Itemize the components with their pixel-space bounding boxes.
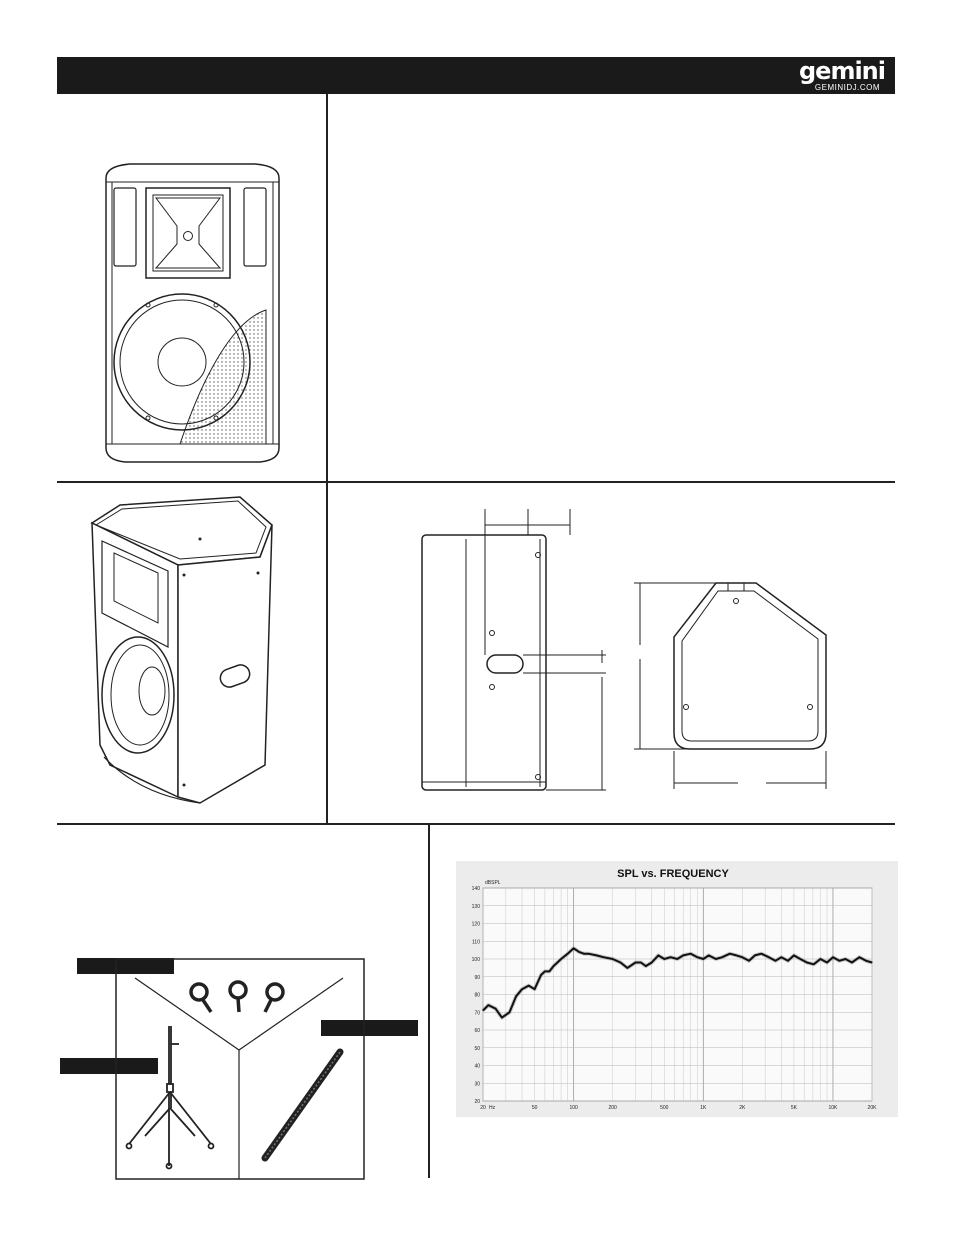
data-point [583, 953, 584, 954]
brand-name: gemini [798, 57, 885, 85]
data-point [501, 1017, 502, 1018]
data-point [859, 957, 860, 958]
x-tick-label: 500 [660, 1105, 669, 1111]
data-point [509, 1012, 510, 1013]
data-point [540, 974, 541, 975]
data-point [820, 958, 821, 959]
data-point [813, 964, 814, 965]
data-point [549, 971, 550, 972]
data-point [800, 958, 801, 959]
data-point [534, 989, 535, 990]
y-tick-label: 60 [474, 1028, 480, 1034]
data-point [640, 962, 641, 963]
data-point [787, 960, 788, 961]
column-divider-upper [326, 94, 328, 824]
data-point [871, 962, 872, 963]
data-point [588, 953, 589, 954]
data-point [677, 958, 678, 959]
data-point [806, 962, 807, 963]
eyebolt-icons [191, 982, 283, 1012]
speaker-front-view [100, 160, 285, 465]
data-point [664, 958, 665, 959]
data-point [683, 955, 684, 956]
data-point [670, 957, 671, 958]
data-point [839, 960, 840, 961]
data-point [715, 958, 716, 959]
data-point [544, 971, 545, 972]
x-tick-label: 20 [480, 1105, 486, 1111]
y-tick-label: 90 [474, 974, 480, 981]
data-point [482, 1010, 483, 1011]
data-point [612, 958, 613, 959]
data-point [488, 1005, 489, 1006]
data-point [603, 957, 604, 958]
x-tick-label: 1K [700, 1105, 707, 1111]
data-point [578, 951, 579, 952]
x-tick-label: 50 [531, 1105, 538, 1111]
data-point [845, 958, 846, 959]
data-point [495, 1008, 496, 1009]
data-point [866, 960, 867, 961]
data-point [576, 950, 577, 951]
x-tick-label: 100 [569, 1105, 578, 1111]
speaker-pole-icon [265, 1052, 340, 1158]
data-point [729, 953, 730, 954]
data-point [748, 960, 749, 961]
y-tick-label: 100 [471, 957, 480, 963]
side-dimension-drawing [410, 505, 610, 800]
y-tick-label: 120 [471, 921, 480, 928]
data-point [645, 966, 646, 967]
x-tick-label: 200 [608, 1105, 617, 1111]
data-point [528, 985, 529, 986]
data-point [651, 962, 652, 963]
x-tick-label: 20K [867, 1105, 877, 1111]
data-point [553, 966, 554, 967]
spl-frequency-chart [456, 861, 898, 1117]
data-point [521, 989, 522, 990]
data-point [768, 957, 769, 958]
x-tick-label: 2K [739, 1105, 746, 1111]
data-point [573, 948, 574, 949]
y-tick-label: 30 [474, 1081, 480, 1088]
tripod-stand-icon [127, 1026, 214, 1169]
y-tick-label: 130 [471, 903, 480, 910]
data-point [793, 955, 794, 956]
data-point [742, 957, 743, 958]
accessories-drawing [115, 958, 365, 1180]
data-point [596, 955, 597, 956]
data-point [708, 955, 709, 956]
gemini-logo [785, 59, 885, 93]
brand-url: GEMINIDJ.COM [814, 83, 880, 92]
data-point [697, 957, 698, 958]
data-point [567, 953, 568, 954]
chart-xlabel: Hz [489, 1105, 496, 1111]
top-dimension-drawing [630, 575, 835, 790]
y-tick-label: 70 [474, 1010, 480, 1017]
y-tick-label: 80 [474, 992, 480, 999]
data-point [690, 953, 691, 954]
data-point [620, 962, 621, 963]
chart-ylabel: dBSPL [485, 880, 501, 886]
speaker-perspective-view [80, 495, 290, 810]
header-bar [57, 57, 895, 94]
column-divider-lower [428, 824, 430, 1178]
data-point [561, 958, 562, 959]
data-point [761, 953, 762, 954]
data-point [516, 996, 517, 997]
chart-title: SPL vs. FREQUENCY [617, 868, 729, 880]
section-divider-top [57, 481, 895, 483]
data-point [826, 962, 827, 963]
data-point [557, 962, 558, 963]
data-point [736, 955, 737, 956]
y-tick-label: 40 [474, 1063, 480, 1070]
data-point [658, 955, 659, 956]
data-point [627, 967, 628, 968]
data-point [781, 957, 782, 958]
y-tick-label: 110 [472, 939, 480, 946]
y-tick-label: 20 [474, 1099, 480, 1105]
x-tick-label: 5K [790, 1105, 797, 1111]
section-divider-bottom [57, 823, 895, 825]
x-tick-label: 10K [828, 1105, 838, 1111]
data-point [635, 962, 636, 963]
data-point [832, 957, 833, 958]
y-tick-label: 50 [474, 1045, 480, 1052]
data-point [703, 958, 704, 959]
data-point [775, 960, 776, 961]
data-point [722, 957, 723, 958]
data-point [754, 955, 755, 956]
y-tick-label: 140 [471, 886, 480, 892]
data-point [851, 962, 852, 963]
